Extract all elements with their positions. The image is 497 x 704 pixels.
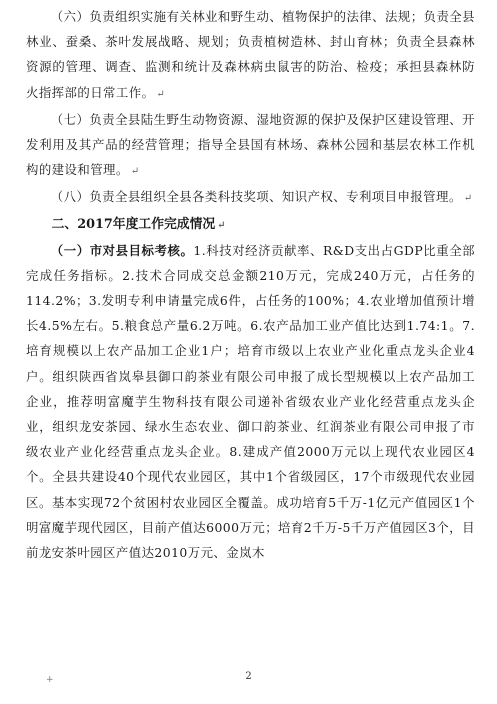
paragraph-duty-7-text: （七）负责全县陆生野生动物资源、湿地资源的保护及保护区建设管理、开发利用及其产品的经营管理；指导全县国有林场、森林公园和基层农林工作机构的建设和管理。	[26, 111, 475, 178]
section-heading-text: 二、2017年度工作完成情况	[51, 216, 216, 232]
paragraph-mark: ↵	[130, 166, 140, 178]
page-corner-mark: +	[46, 675, 54, 685]
page-number: 2	[245, 671, 252, 682]
paragraph-mark: ↵	[156, 88, 166, 100]
paragraph-duty-8	[26, 184, 475, 211]
paragraph-duty-6-text: （六）负责组织实施有关林业和野生动、植物保护的法律、法规；负责全县林业、蚕桑、茶叶发展战略、规划；负责植树造林、封山育林；负责全县森林资源的管理、调查、监测和统计及森林病虫鼠害的防治、检疫；承担县森林防火指挥部的日常工作。	[26, 9, 475, 100]
paragraph-duty-8-text: （八）负责全县组织全县各类科技奖项、知识产权、专利项目申报管理。	[50, 189, 462, 205]
paragraph-mark: ↵	[463, 193, 473, 205]
subsection-lead: （一）市对县目标考核。	[50, 242, 194, 258]
paragraph-targets-text: 1.科技对经济贡献率、R&D支出占GDP比重全部完成任务指标。2.技术合同成交总金额210万元，完成240万元，占任务的114.2%；3.发明专利申请量完成6件，占任务的100%；4.农业增加值预计增长4.5%左右。5.粮食总产量6.2万吨。6.农产品加工业产值比达到1.74:1。7.培育规模以上农产品加工企业1户；培育市级以上农业产业化重点龙头企业4户。组织陕西省岚皋县御口韵茶业有限公司申报了成长型规模以上农产品加工企业，推荐明富魔芋生物科技有限公司递补省级农业产业化经营重点龙头企业，组织龙安茶园、绿水生态农业、御口韵茶业、红润茶业有限公司申报了市级农业产业化经营重点龙头企业。8.建成产值2000万元以上现代农业园区4个。全县共建设40个现代农业园区，其中1个省级园区，17个市级现代农业园区。基本实现72个贫困村农业园区全覆盖。成功培育5千万-1亿元产值园区1个明富魔芋现代园区，目前产值达6000万元；培育2千万-5千万产值园区3个，目前龙安茶叶园区产值达2010万元、金岚木	[26, 242, 475, 561]
paragraph-mark: ↵	[217, 219, 226, 231]
paragraph-duty-7	[26, 107, 475, 185]
paragraph-duty-6	[26, 4, 475, 107]
section-heading	[26, 212, 475, 238]
paragraph-targets	[26, 238, 475, 566]
